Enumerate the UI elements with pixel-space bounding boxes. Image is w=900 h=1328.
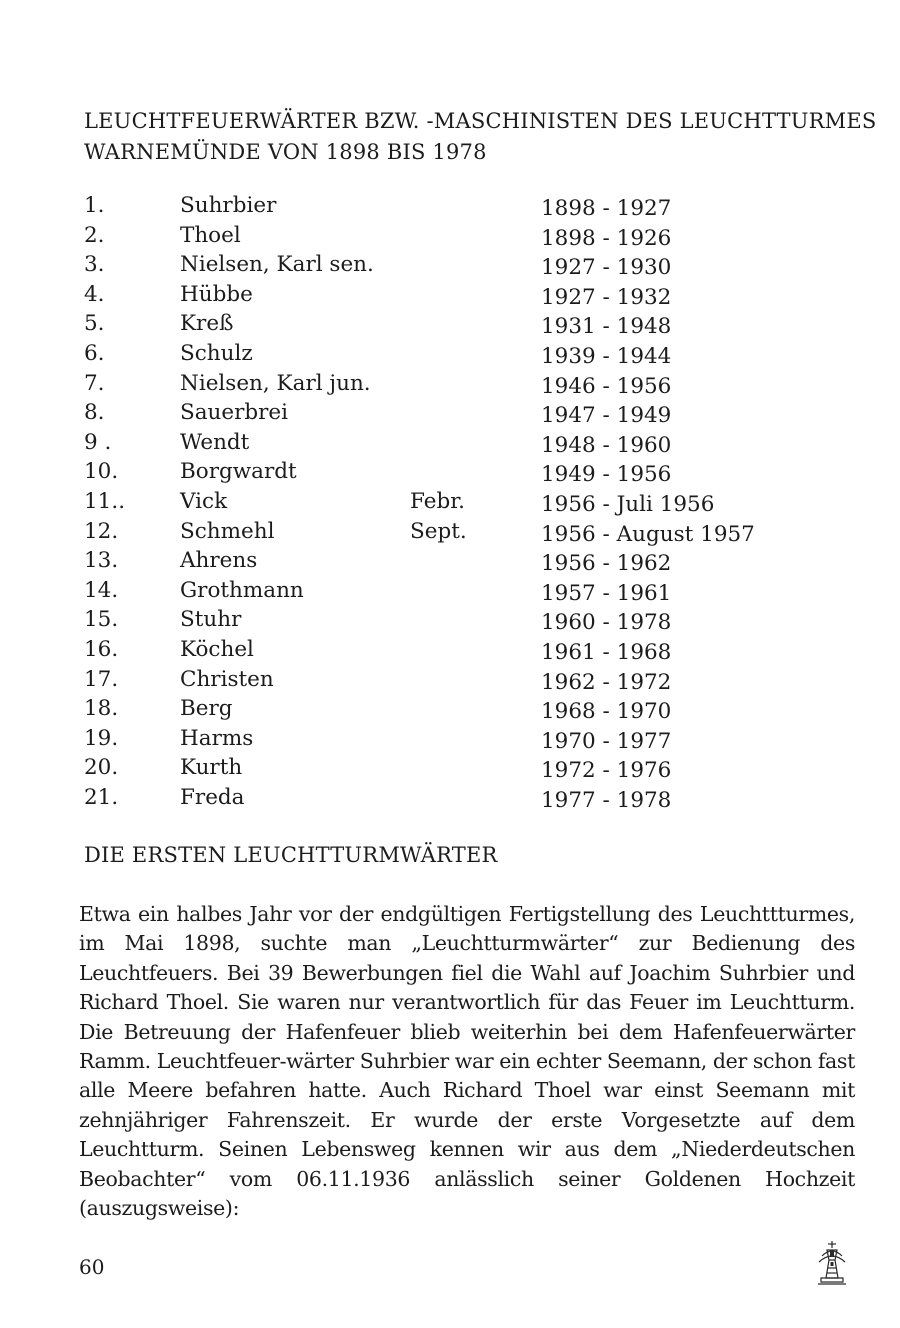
roster-number: 21. [84,784,119,810]
roster-number: 17. [84,666,119,692]
roster-row [84,576,784,606]
keeper-roster-list [84,191,784,812]
service-period: 1968 - 1970 [541,699,672,725]
roster-number: 12. [84,518,119,544]
keeper-name: Christen [180,666,274,692]
keeper-name: Nielsen, Karl jun. [180,370,371,396]
service-period: 1946 - 1956 [541,373,672,399]
roster-row [84,724,784,754]
start-month: Sept. [410,518,467,544]
roster-number: 9 . [84,429,112,455]
roster-row [84,369,784,399]
service-period: 1956 - Juli 1956 [541,491,715,517]
keeper-name: Grothmann [180,577,304,603]
service-period: 1972 - 1976 [541,758,672,784]
roster-row [84,605,784,635]
roster-row [84,783,784,813]
roster-row [84,398,784,428]
service-period: 1947 - 1949 [541,403,672,429]
roster-row [84,753,784,783]
keeper-name: Sauerbrei [180,400,289,426]
service-period: 1977 - 1978 [541,787,672,813]
keeper-name: Ahrens [180,548,258,574]
service-period: 1961 - 1968 [541,639,672,665]
keeper-name: Berg [180,696,233,722]
roster-heading-line-1: LEUCHTFEUERWÄRTER BZW. -MASCHINISTEN DES LEUCHTTURMES [84,109,877,133]
roster-row [84,339,784,369]
roster-row [84,280,784,310]
roster-row [84,487,784,517]
service-period: 1957 - 1961 [541,580,672,606]
keeper-name: Thoel [180,222,241,248]
roster-row [84,428,784,458]
roster-heading-line-2: WARNEMÜNDE VON 1898 BIS 1978 [84,140,487,164]
keeper-name: Freda [180,784,245,810]
keeper-name: Stuhr [180,607,242,633]
service-period: 1927 - 1930 [541,255,672,281]
service-period: 1898 - 1927 [541,196,672,221]
roster-number: 3. [84,252,105,278]
roster-number: 6. [84,340,105,366]
service-period: 1956 - August 1957 [541,521,755,547]
keeper-name: Borgwardt [180,459,297,485]
service-period: 1960 - 1978 [541,610,672,636]
roster-number: 7. [84,370,105,396]
roster-number: 10. [84,459,119,485]
service-period: 1962 - 1972 [541,669,672,695]
keeper-name: Köchel [180,636,254,662]
service-period: 1949 - 1956 [541,462,672,488]
service-period: 1948 - 1960 [541,432,672,458]
roster-row [84,635,784,665]
keeper-name: Hübbe [180,281,253,307]
keeper-name: Nielsen, Karl sen. [180,252,374,278]
roster-row [84,546,784,576]
roster-number: 4. [84,281,105,307]
service-period: 1970 - 1977 [541,728,672,754]
roster-heading [84,106,876,168]
roster-number: 2. [84,222,105,248]
keeper-name: Suhrbier [180,193,277,218]
roster-number: 5. [84,311,105,337]
roster-number: 20. [84,755,119,781]
roster-number: 8. [84,400,105,426]
roster-row [84,250,784,280]
service-period: 1939 - 1944 [541,343,672,369]
roster-row [84,221,784,251]
keeper-name: Kurth [180,755,243,781]
keeper-name: Wendt [180,429,250,455]
keeper-name: Vick [180,488,228,514]
section-heading: DIE ERSTEN LEUCHTTURMWÄRTER [84,843,498,867]
roster-row [84,517,784,547]
service-period: 1927 - 1932 [541,284,672,310]
roster-row [84,191,784,221]
keeper-name: Schmehl [180,518,275,544]
roster-number: 1. [84,193,105,218]
roster-number: 18. [84,696,119,722]
roster-row [84,665,784,695]
roster-number: 16. [84,636,119,662]
roster-number: 15. [84,607,119,633]
keeper-name: Harms [180,725,254,751]
roster-number: 13. [84,548,119,574]
keeper-name: Kreß [180,311,234,337]
roster-number: 19. [84,725,119,751]
lighthouse-emblem-icon [814,1238,850,1286]
roster-row [84,309,784,339]
service-period: 1931 - 1948 [541,314,672,340]
service-period: 1898 - 1926 [541,225,672,251]
roster-row [84,694,784,724]
keeper-name: Schulz [180,340,253,366]
roster-number: 11.. [84,488,126,514]
page-number: 60 [79,1255,105,1279]
roster-number: 14. [84,577,119,603]
body-paragraph: Etwa ein halbes Jahr vor der endgültigen Fertigstellung des Leuchttturmes, im Mai 1898, suchte man „Leuchtturmwärter“ zur Bedienung des Leuchtfeuers. Bei 39 Bewerbungen fiel die Wahl auf Joachim Suhrbier und Richard Thoel. Sie waren nur verantwortlich für das Feuer im Leuchtturm. Die Betreuung der Hafenfeuer blieb weiterhin bei dem Hafenfeuerwärter Ramm. Leuchtfeuer-wärter Suhrbier war ein echter Seemann, der schon fast alle Meere befahren hatte. Auch Richard Thoel war einst Seemann mit zehnjähriger Fahrenszeit. Er wurde der erste Vorgesetzte auf dem Leuchtturm. Seinen Lebensweg kennen wir aus dem „Niederdeutschen Beobachter“ vom 06.11.1936 anlässlich seiner Goldenen Hochzeit (auszugsweise): [79,902,855,1221]
roster-row [84,457,784,487]
start-month: Febr. [410,488,465,514]
service-period: 1956 - 1962 [541,551,672,577]
